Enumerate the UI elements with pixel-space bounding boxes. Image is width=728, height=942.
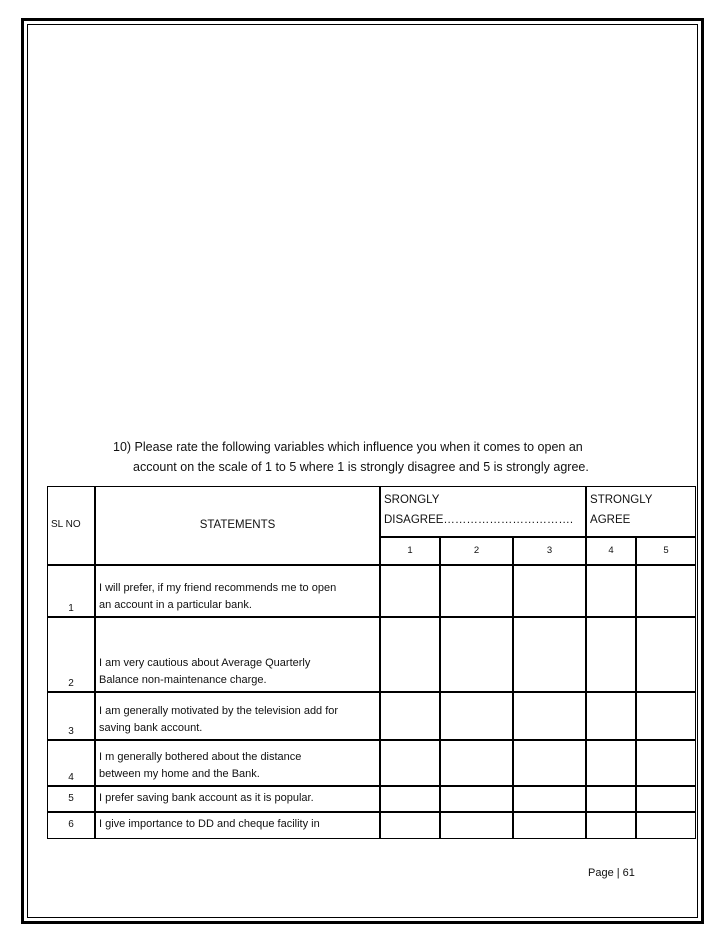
statement-line: I am very cautious about Average Quarterly <box>99 657 311 669</box>
scale-1: 1 <box>380 537 440 565</box>
rating-cell[interactable] <box>380 692 440 740</box>
rating-cell[interactable] <box>513 786 586 812</box>
rating-cell[interactable] <box>513 812 586 839</box>
rating-cell[interactable] <box>513 617 586 692</box>
rating-cell[interactable] <box>380 740 440 786</box>
rating-cell[interactable] <box>380 617 440 692</box>
question-line-2: account on the scale of 1 to 5 where 1 is strongly disagree and 5 is strongly agree. <box>133 460 589 474</box>
rating-cell[interactable] <box>440 617 513 692</box>
rating-cell[interactable] <box>380 565 440 617</box>
header-strongly-agree <box>586 486 696 537</box>
rating-cell[interactable] <box>636 692 696 740</box>
rating-cell[interactable] <box>513 692 586 740</box>
rating-cell[interactable] <box>586 786 636 812</box>
statement-line: I am generally motivated by the television add for <box>99 705 339 717</box>
strongly-disagree-label: SRONGLY <box>384 494 440 506</box>
statement-line: I will prefer, if my friend recommends me to open <box>99 582 337 594</box>
statement-line: between my home and the Bank. <box>99 768 260 780</box>
rating-cell[interactable] <box>440 692 513 740</box>
statement-line: an account in a particular bank. <box>99 599 252 611</box>
rating-cell[interactable] <box>513 565 586 617</box>
rating-cell[interactable] <box>380 786 440 812</box>
scale-5: 5 <box>636 537 696 565</box>
row-sl: 2 <box>47 617 95 692</box>
header-statements: STATEMENTS <box>95 486 380 565</box>
rating-cell[interactable] <box>636 786 696 812</box>
rating-cell[interactable] <box>440 565 513 617</box>
statement-line: saving bank account. <box>99 722 203 734</box>
row-statement <box>95 740 380 786</box>
rating-cell[interactable] <box>636 740 696 786</box>
rating-cell[interactable] <box>586 692 636 740</box>
row-sl: 1 <box>47 565 95 617</box>
rating-cell[interactable] <box>586 812 636 839</box>
rating-cell[interactable] <box>440 786 513 812</box>
row-statement <box>95 565 380 617</box>
table-row <box>47 565 696 617</box>
rating-cell[interactable] <box>586 740 636 786</box>
question-line-1: 10) Please rate the following variables which influence you when it comes to open an <box>113 440 583 454</box>
table-row <box>47 786 696 812</box>
rating-cell[interactable] <box>380 812 440 839</box>
disagree-label: DISAGREE……………………………. <box>384 514 574 526</box>
rating-cell[interactable] <box>440 812 513 839</box>
row-sl: 6 <box>47 812 95 839</box>
row-statement <box>95 812 380 839</box>
rating-cell[interactable] <box>513 740 586 786</box>
scale-3: 3 <box>513 537 586 565</box>
table-row <box>47 617 696 692</box>
row-sl: 4 <box>47 740 95 786</box>
statement-line: I prefer saving bank account as it is popular. <box>99 791 314 804</box>
agree-label: AGREE <box>590 514 631 526</box>
row-statement <box>95 786 380 812</box>
header-sl-no: SL NO <box>47 486 95 565</box>
rating-table <box>47 486 696 839</box>
rating-cell[interactable] <box>586 565 636 617</box>
scale-2: 2 <box>440 537 513 565</box>
table-row <box>47 740 696 786</box>
table-row <box>47 692 696 740</box>
row-sl: 5 <box>47 786 95 812</box>
rating-cell[interactable] <box>636 617 696 692</box>
rating-cell[interactable] <box>586 617 636 692</box>
page-number: Page | 61 <box>588 867 635 879</box>
statement-line: I m generally bothered about the distance <box>99 751 302 763</box>
rating-cell[interactable] <box>636 812 696 839</box>
question-text <box>113 437 673 477</box>
rating-cell[interactable] <box>636 565 696 617</box>
rating-cell[interactable] <box>440 740 513 786</box>
header-strongly-disagree <box>380 486 586 537</box>
row-sl: 3 <box>47 692 95 740</box>
scale-4: 4 <box>586 537 636 565</box>
statement-line: Balance non-maintenance charge. <box>99 674 267 686</box>
table-row <box>47 812 696 839</box>
row-statement <box>95 692 380 740</box>
row-statement <box>95 617 380 692</box>
strongly-label: STRONGLY <box>590 494 653 506</box>
statement-line: I give importance to DD and cheque facility in <box>99 818 320 830</box>
